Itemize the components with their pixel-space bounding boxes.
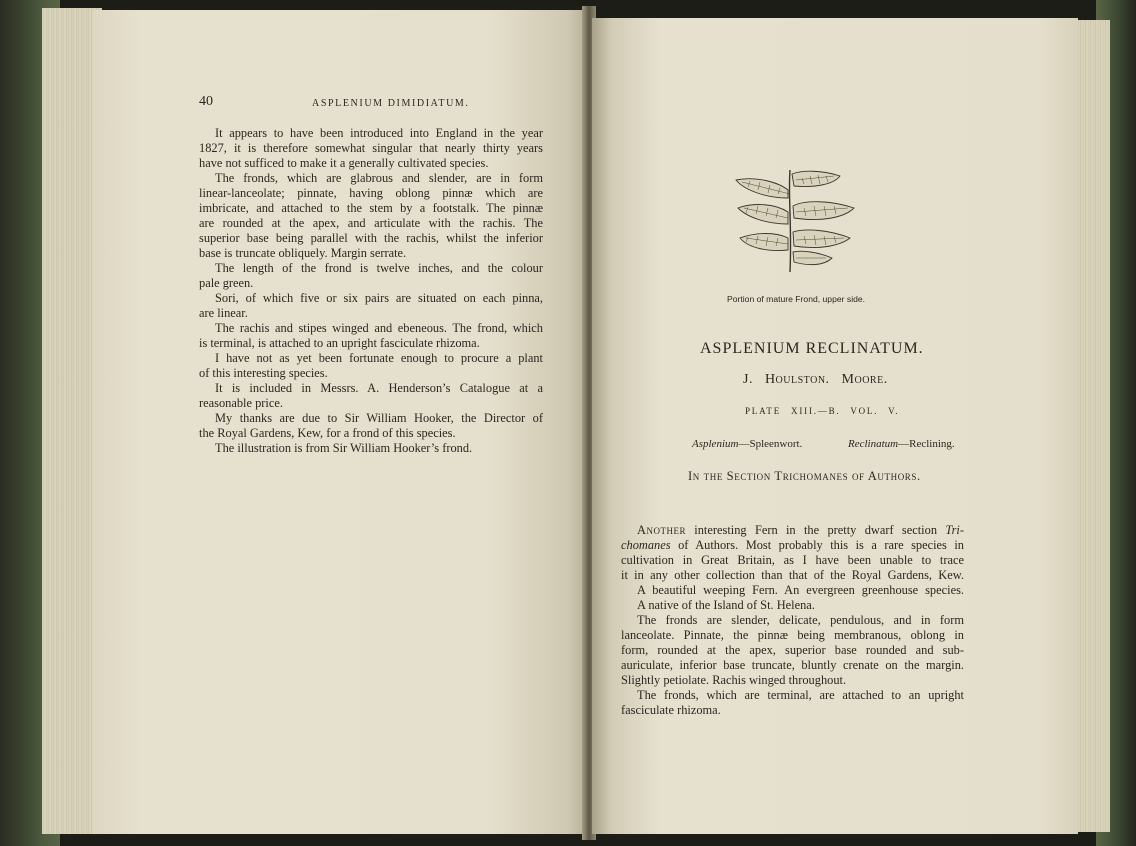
right-line: The fronds are slender, delicate, pendulous, and in form	[637, 613, 964, 627]
right-line: The fronds, which are terminal, are attached to an upright	[637, 688, 964, 702]
plate-title: ASPLENIUM RECLINATUM.	[700, 340, 924, 357]
left-line: base is truncate obliquely. Margin serrate.	[199, 246, 407, 260]
fern-frond-illustration	[730, 166, 860, 278]
left-line: I have not as yet been fortunate enough to procure a plant	[215, 351, 543, 365]
etymology-asplenium: Asplenium—Spleenwort.	[692, 438, 803, 450]
left-line: linear-lanceolate; pinnate, having oblong pinnæ which are	[199, 186, 543, 200]
left-line: pale green.	[199, 276, 254, 290]
left-line: The fronds, which are glabrous and slender, are in form	[215, 171, 543, 185]
left-line: Sori, of which five or six pairs are situated on each pinna,	[215, 291, 543, 305]
etymology-reclinatum: Reclinatum—Reclining.	[848, 438, 955, 450]
right-line: Slightly petiolate. Rachis winged throughout.	[621, 673, 847, 687]
running-head: ASPLENIUM DIMIDIATUM.	[312, 98, 470, 109]
right-line: cultivation in Great Britain, as I have been unable to trace	[621, 553, 964, 567]
left-line: is terminal, is attached to an upright fasciculate rhizoma.	[199, 336, 480, 350]
page-number: 40	[199, 94, 213, 109]
right-line: Another interesting Fern in the pretty dwarf section Tri-	[637, 523, 964, 537]
left-line: The length of the frond is twelve inches, and the colour	[215, 261, 543, 275]
left-line: of this interesting species.	[199, 366, 328, 380]
left-line: are rounded at the apex, and articulate with the rachis. The	[199, 216, 543, 230]
right-line: fasciculate rhizoma.	[621, 703, 721, 717]
right-line: form, rounded at the apex, superior base rounded and sub-	[621, 643, 964, 657]
left-line: imbricate, and attached to the stem by a footstalk. The pinnæ	[199, 201, 543, 215]
right-line: auriculate, inferior base truncate, bluntly crenate on the margin.	[621, 658, 964, 672]
left-line: It is included in Messrs. A. Henderson’s Catalogue at a	[215, 381, 543, 395]
left-line: The illustration is from Sir William Hooker’s frond.	[215, 441, 473, 455]
section-heading: In the Section Trichomanes of Authors.	[688, 469, 921, 483]
plate-number: PLATE XIII.—B. VOL. V.	[745, 406, 900, 416]
right-line: chomanes of Authors. Most probably this is a rare species in	[621, 538, 964, 552]
left-line: 1827, it is therefore somewhat singular that nearly thirty years	[199, 141, 543, 155]
left-line: are linear.	[199, 306, 248, 320]
authors: J. Houlston. Moore.	[743, 372, 888, 387]
left-line: the Royal Gardens, Kew, for a frond of this species.	[199, 426, 456, 440]
right-line: A native of the Island of St. Helena.	[637, 598, 815, 612]
right-line: it in any other collection than that of the Royal Gardens, Kew.	[621, 568, 964, 582]
figure-caption: Portion of mature Frond, upper side.	[727, 294, 866, 304]
right-line: lanceolate. Pinnate, the pinnæ being membranous, oblong in	[621, 628, 964, 642]
left-line: reasonable price.	[199, 396, 283, 410]
left-line: My thanks are due to Sir William Hooker, the Director of	[215, 411, 543, 425]
right-line: A beautiful weeping Fern. An evergreen greenhouse species.	[637, 583, 964, 597]
left-line: It appears to have been introduced into England in the year	[215, 126, 543, 140]
left-line: have not sufficed to make it a generally cultivated species.	[199, 156, 489, 170]
left-line: The rachis and stipes winged and ebeneous. The frond, which	[215, 321, 543, 335]
left-line: superior base being parallel with the rachis, whilst the inferior	[199, 231, 543, 245]
